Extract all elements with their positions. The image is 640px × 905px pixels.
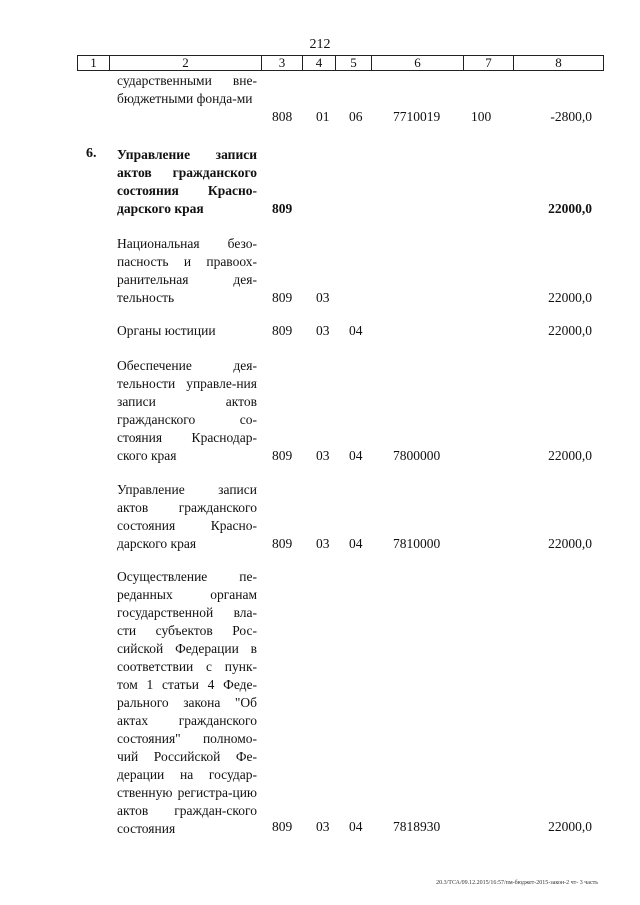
row-col-6: 7810000 (393, 536, 441, 551)
row-col-6: 7710019 (393, 109, 441, 124)
row-col-4: 03 (316, 323, 330, 338)
row-name: Обеспечение дея-тельности управле-ния записи актов гражданского со-стояния Краснодар-ского края (117, 358, 257, 463)
row-col-3: 809 (272, 536, 293, 551)
header-col-8: 8 (513, 56, 603, 70)
header-col-7: 7 (463, 56, 513, 70)
row-col-6: 7818930 (393, 819, 441, 834)
row-number: 6. (86, 146, 97, 161)
row-col-8: 22000,0 (548, 819, 592, 834)
row-col-4: 03 (316, 819, 330, 834)
row-col-3: 809 (272, 290, 293, 305)
row-col-8: 22000,0 (548, 448, 592, 463)
row-col-4: 03 (316, 290, 330, 305)
document-footer: 20.3/ТСА/09.12.2015/16:57/пм-бюджет-2015-закон-2 чт- 3 часть (436, 880, 598, 886)
row-name: Национальная безо-пасность и правоох-ранительная дея-тельность (117, 236, 257, 305)
header-col-5: 5 (335, 56, 371, 70)
row-col-3: 808 (272, 109, 293, 124)
row-name: Осуществление пе-реданных органам государственной вла-сти субъектов Рос-сийской Федерации в соответствии с пунк-том 1 статьи 4 Феде-рального закона "Об актах гражданского состояния" полномо-чий Российской Фе-дерации на государ-ственную регистра-цию актов граждан-ского состояния (117, 569, 257, 836)
row-col-4: 01 (316, 109, 330, 124)
header-col-3: 3 (261, 56, 302, 70)
row-col-3: 809 (272, 819, 293, 834)
row-name: Управление записи актов гражданского состояния Красно-дарского края (117, 482, 257, 551)
row-col-8: 22000,0 (548, 323, 592, 338)
row-col-4: 03 (316, 448, 330, 463)
row-col-5: 04 (349, 536, 363, 551)
header-col-2: 2 (109, 56, 261, 70)
header-col-4: 4 (302, 56, 335, 70)
row-col-3: 809 (272, 201, 293, 216)
row-name: Органы юстиции (117, 323, 216, 338)
row-name: Управление записи актов гражданского состояния Красно-дарского края (117, 147, 257, 216)
row-col-5: 04 (349, 323, 363, 338)
row-col-8: -2800,0 (550, 109, 592, 124)
row-col-5: 06 (349, 109, 363, 124)
row-col-3: 809 (272, 448, 293, 463)
row-col-4: 03 (316, 536, 330, 551)
row-col-3: 809 (272, 323, 293, 338)
row-col-8: 22000,0 (548, 290, 592, 305)
row-col-5: 04 (349, 819, 363, 834)
row-col-6: 7800000 (393, 448, 441, 463)
table-header (77, 55, 604, 71)
header-col-1: 1 (90, 55, 97, 70)
page-number: 212 (309, 37, 331, 52)
row-col-8: 22000,0 (548, 536, 592, 551)
row-col-7: 100 (471, 109, 492, 124)
row-col-5: 04 (349, 448, 363, 463)
row-col-8: 22000,0 (548, 201, 592, 216)
header-col-6: 6 (371, 56, 463, 70)
row-name: сударственными вне-бюджетными фонда-ми (117, 73, 257, 106)
